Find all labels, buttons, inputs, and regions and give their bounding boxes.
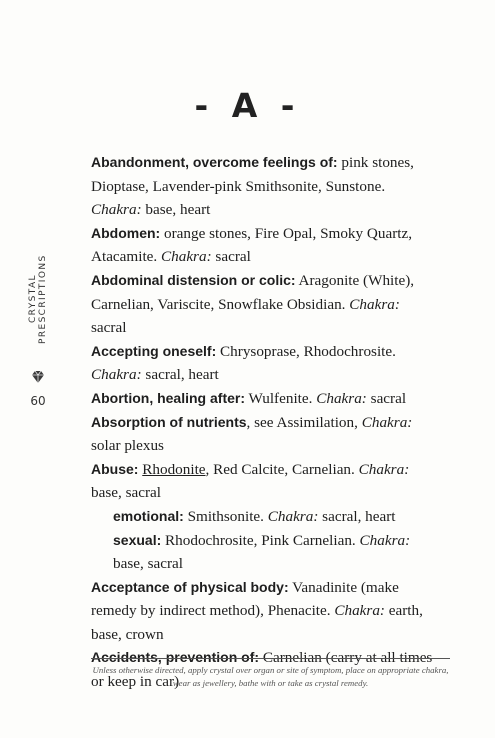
- chakra-label: Chakra:: [359, 531, 411, 549]
- crystal-link: Rhodonite: [142, 460, 206, 478]
- entry-term: Abuse:: [91, 460, 139, 477]
- chakra-value: sacral, heart: [318, 507, 396, 525]
- entry-term: Abortion, healing after:: [91, 389, 245, 406]
- entry-abortion: [91, 387, 436, 411]
- chakra-label: Chakra:: [361, 413, 413, 431]
- entry-term: Acceptance of physical body:: [91, 578, 289, 595]
- chakra-label: Chakra:: [91, 366, 142, 384]
- entry-term: Abandonment, overcome feelings of:: [91, 154, 338, 170]
- entry-term: Accepting oneself:: [91, 342, 217, 359]
- page-number: 60: [30, 394, 46, 408]
- section-label: CRYSTAL PRESCRIPTIONS: [28, 254, 48, 344]
- chakra-label: Chakra:: [267, 507, 319, 525]
- entry-accepting-oneself: [91, 340, 436, 387]
- entry-term: Absorption of nutrients: [91, 413, 247, 430]
- entry-text: Wulfenite.: [245, 389, 317, 407]
- chakra-label: Chakra:: [349, 295, 400, 313]
- page-title: - A -: [194, 86, 301, 125]
- chakra-value: sacral: [211, 248, 251, 266]
- chakra-value: base, heart: [141, 201, 211, 219]
- chakra-value: base, sacral: [113, 555, 183, 573]
- entry-abandonment: [91, 151, 436, 222]
- entry-term: Accidents, prevention of:: [91, 649, 260, 666]
- entry-term: emotional:: [113, 507, 184, 524]
- crystal-gem-icon: [30, 370, 46, 384]
- entry-text: Aragonite (White), Carnelian, Variscite, Snowflake Obsidian.: [91, 271, 415, 313]
- chakra-label: Chakra:: [334, 602, 385, 620]
- entry-term: Abdominal distension or colic:: [91, 271, 296, 288]
- entry-text: , Red Calcite, Carnelian.: [205, 460, 359, 478]
- entry-abdomen: [91, 222, 436, 269]
- chakra-label: Chakra:: [161, 248, 212, 266]
- chakra-value: solar plexus: [91, 437, 164, 455]
- chakra-value: sacral, heart: [141, 366, 219, 384]
- section-side-tab: [26, 232, 50, 422]
- footer-note: Unless otherwise directed, apply crystal over organ or site of symptom, place on appropriate chakra, wear as jewellery, bathe with or take as crystal remedy.: [92, 665, 449, 688]
- entry-list: [91, 151, 436, 694]
- footer-divider: [91, 658, 450, 659]
- entry-text: Vanadinite (make remedy by indirect method), Phenacite.: [91, 578, 399, 620]
- entry-term: sexual:: [113, 531, 162, 548]
- entry-text: Rhodochrosite, Pink Carnelian.: [161, 531, 360, 549]
- chakra-label: Chakra:: [91, 201, 142, 219]
- subentry-sexual: [91, 529, 436, 576]
- entry-text: Carnelian (carry at all times or keep in car): [91, 649, 433, 691]
- chakra-value: sacral: [91, 319, 127, 337]
- chakra-value: earth, base, crown: [91, 602, 423, 643]
- chakra-label: Chakra:: [316, 389, 367, 407]
- entry-text: orange stones, Fire Opal, Smoky Quartz, Atacamite.: [91, 224, 413, 266]
- entry-text: pink stones, Dioptase, Lavender-pink Smithsonite, Sunstone.: [91, 154, 414, 195]
- entry-abdominal-distension: [91, 269, 436, 340]
- entry-absorption: [91, 411, 436, 458]
- entry-abuse: [91, 458, 436, 505]
- chakra-value: base, sacral: [91, 484, 161, 502]
- chakra-label: Chakra:: [358, 460, 410, 478]
- entry-term: Abdomen:: [91, 224, 161, 241]
- chakra-value: sacral: [366, 389, 407, 407]
- entry-text: , see Assimilation,: [246, 413, 362, 431]
- entry-acceptance-physical-body: [91, 576, 436, 647]
- entry-text: Chrysoprase, Rhodochrosite.: [216, 342, 396, 360]
- subentry-emotional: [91, 505, 436, 529]
- entry-text: Smithsonite.: [183, 507, 268, 525]
